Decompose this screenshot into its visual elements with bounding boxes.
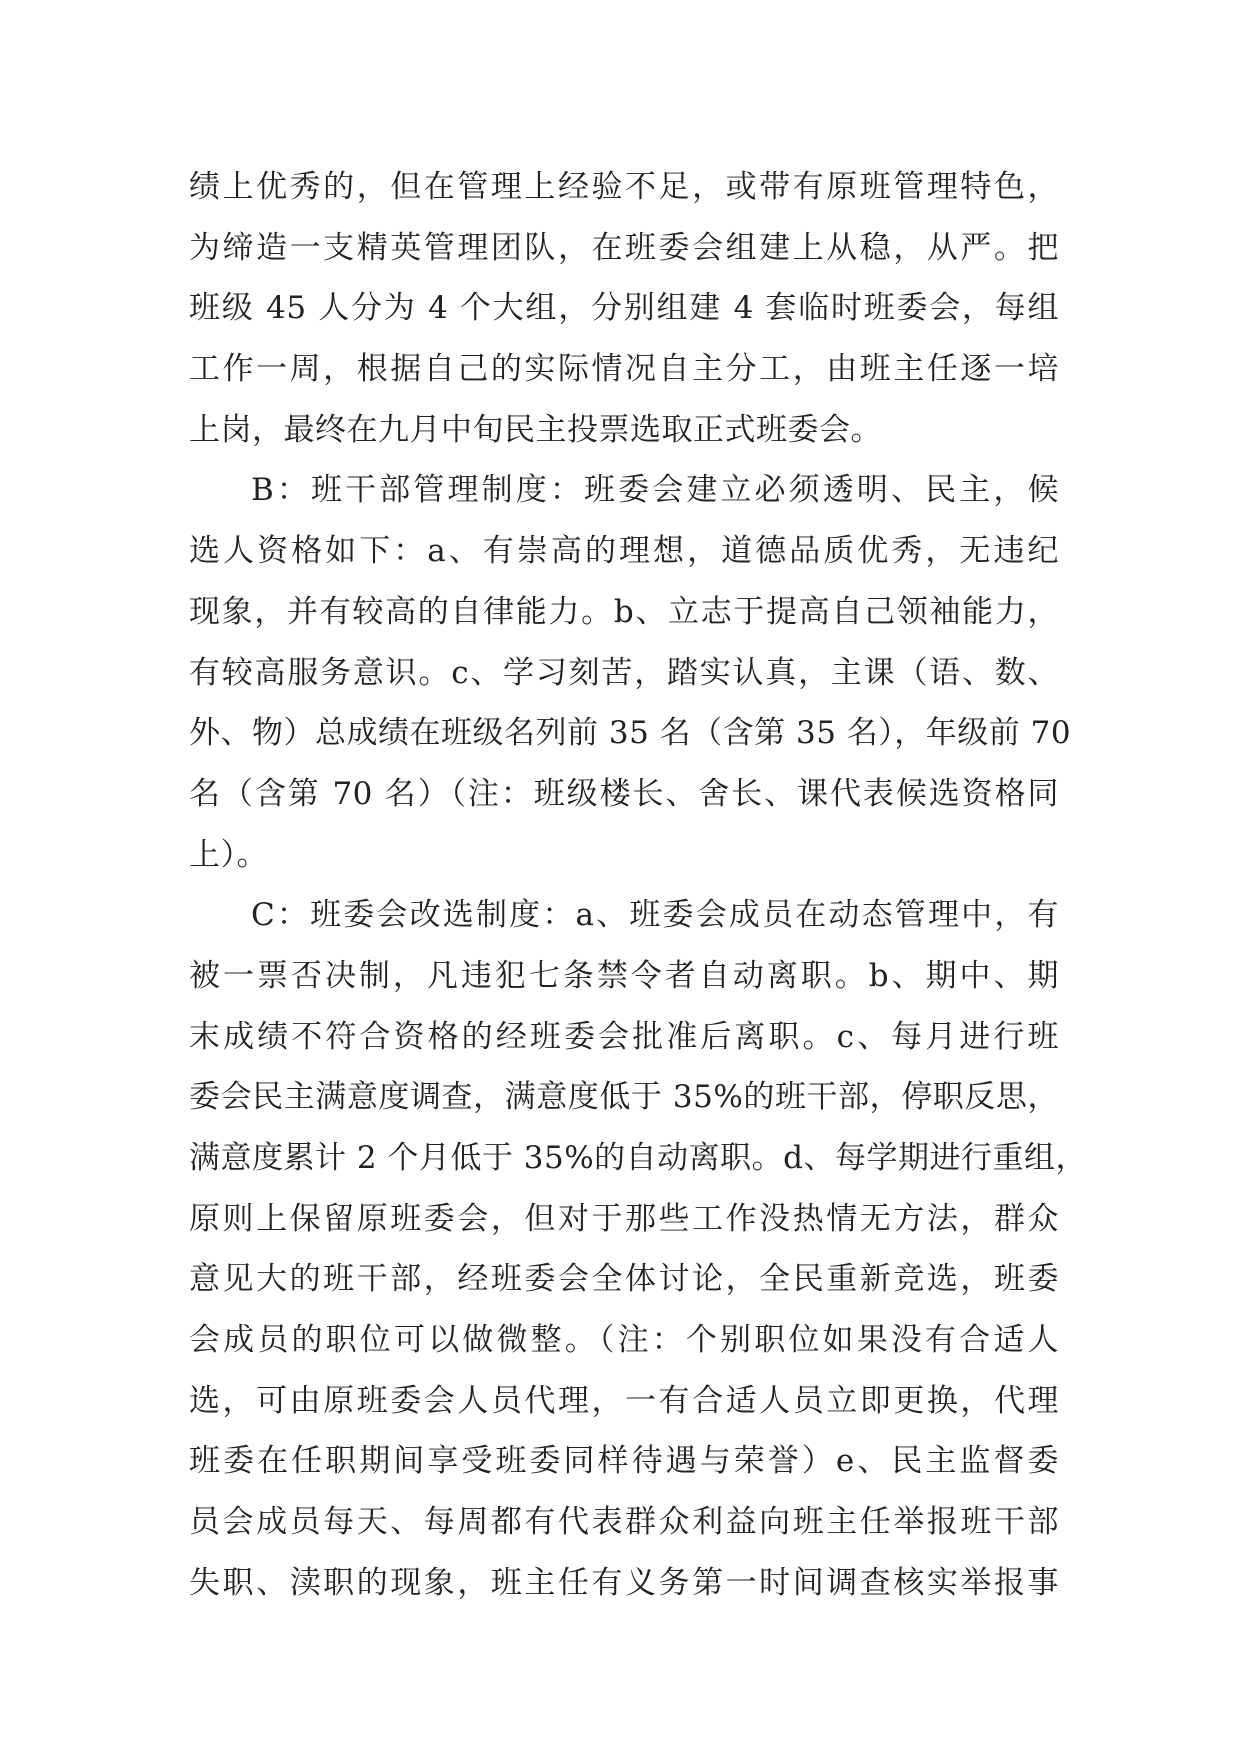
text-line: 工作一周，根据自己的实际情况自主分工，由班主任逐一培 xyxy=(189,351,1059,388)
text-line: 班级 45 人分为 4 个大组，分别组建 4 套临时班委会，每组 xyxy=(189,290,1059,327)
text-line: 绩上优秀的，但在管理上经验不足，或带有原班管理特色， xyxy=(189,169,1059,205)
text-line: B：班干部管理制度：班委会建立必须透明、民主，候 xyxy=(251,472,1059,509)
text-line: 失职、渎职的现象，班主任有义务第一时间调查核实举报事 xyxy=(189,1564,1059,1601)
text-line: 选，可由原班委会人员代理，一有合适人员立即更换，代理 xyxy=(189,1382,1059,1419)
text-line: 上）。 xyxy=(189,836,268,873)
text-line: 名（含第 70 名）（注：班级楼长、舍长、课代表候选资格同 xyxy=(189,775,1059,812)
text-line: 选人资格如下：a、有崇高的理想，道德品质优秀，无违纪 xyxy=(189,533,1059,570)
text-line: 有较高服务意识。c、学习刻苦，踏实认真，主课（语、数、 xyxy=(189,654,1059,691)
text-line: 外、物）总成绩在班级名列前 35 名（含第 35 名），年级前 70 xyxy=(189,715,1072,752)
text-line: C：班委会改选制度：a、班委会成员在动态管理中，有 xyxy=(251,897,1059,934)
text-line: 满意度累计 2 个月低于 35%的自动离职。d、每学期进行重组， xyxy=(189,1140,1088,1176)
text-line: 为缔造一支精英管理团队，在班委会组建上从稳，从严。把 xyxy=(189,229,1059,266)
text-line: 会成员的职位可以做微整。（注：个别职位如果没有合适人 xyxy=(189,1322,1059,1359)
text-line: 现象，并有较高的自律能力。b、立志于提高自己领袖能力， xyxy=(189,593,1059,630)
text-line: 原则上保留原班委会，但对于那些工作没热情无方法，群众 xyxy=(189,1200,1059,1237)
text-line: 被一票否决制，凡违犯七条禁令者自动离职。b、期中、期 xyxy=(189,957,1059,994)
text-line: 意见大的班干部，经班委会全体讨论，全民重新竞选，班委 xyxy=(189,1261,1059,1298)
text-line: 班委在任职期间享受班委同样待遇与荣誉）e、民主监督委 xyxy=(189,1443,1059,1480)
text-line: 上岗，最终在九月中旬民主投票选取正式班委会。 xyxy=(189,411,882,448)
text-line: 委会民主满意度调查，满意度低于 35%的班干部，停职反思， xyxy=(189,1079,1059,1116)
text-line: 末成绩不符合资格的经班委会批准后离职。c、每月进行班 xyxy=(189,1018,1059,1055)
text-line: 员会成员每天、每周都有代表群众利益向班主任举报班干部 xyxy=(189,1504,1059,1541)
document-body xyxy=(189,157,1088,1614)
